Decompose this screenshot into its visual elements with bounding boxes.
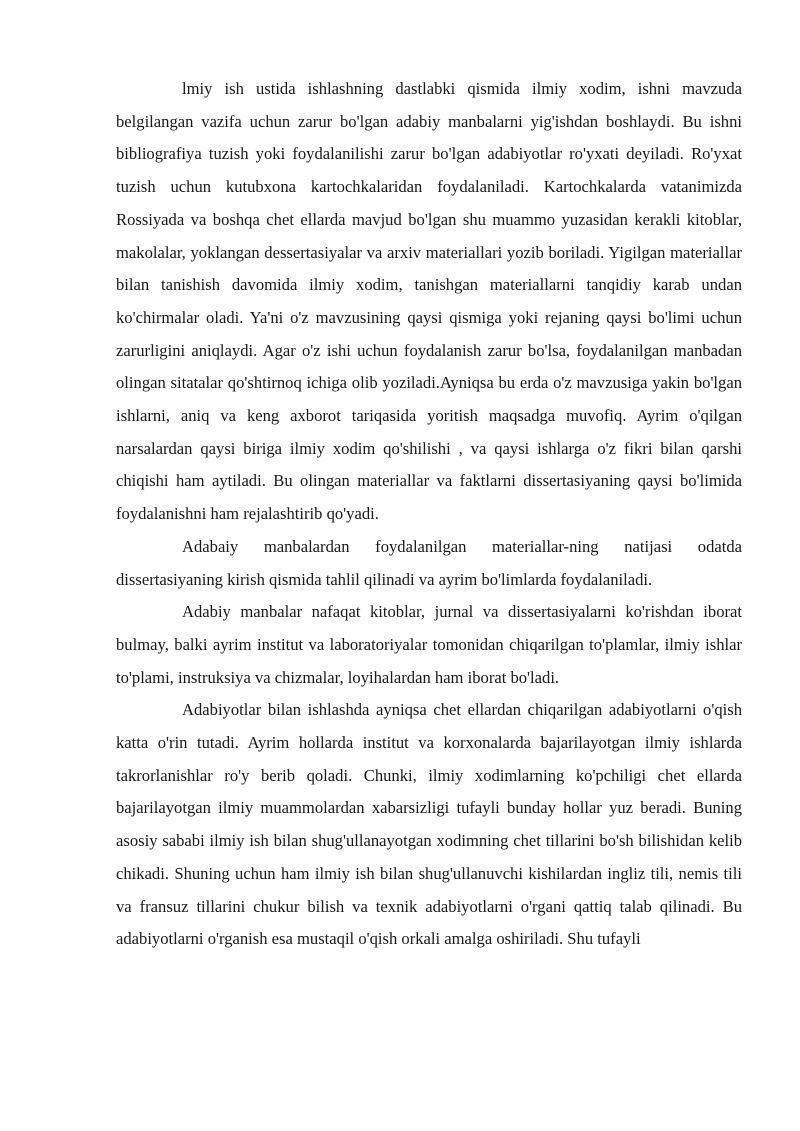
paragraph-4: Adabiyotlar bilan ishlashda ayniqsa chet ellardan chiqarilgan adabiyotlarni o'qish katta o'rin tutadi. Ayrim hollarda institut va korxonalarda bajarilayotgan ilmiy ishlarda takrorlanishlar ro'y berib qoladi. Chunki, ilmiy xodimlarning ko'pchiligi chet ellarda bajarilayotgan ilmiy muammolardan xabarsizligi tufayli bunday hollar yuz beradi. Buning asosiy sababi ilmiy ish bilan shug'ullanayotgan xodimning chet tillarini bo'sh bilishidan kelib chikadi. Shuning uchun ham ilmiy ish bilan shug'ullanuvchi kishilardan ingliz tili, nemis tili va fransuz tillarini chukur bilish va texnik adabiyotlarni o'rgani qattiq talab qilinadi. Bu adabiyotlarni o'rganish esa mustaqil o'qish orkali amalga oshiriladi. Shu tufayli bbox=[116, 700, 742, 949]
document-body bbox=[116, 73, 742, 956]
paragraph-3: Adabiy manbalar nafaqat kitoblar, jurnal va dissertasiyalarni ko'rishdan iborat bulmay, balki ayrim institut va laboratoriyalar tomonidan chiqarilgan to'plamlar, ilmiy ishlar to'plami, instruksiya va chizmalar, loyihalardan ham iborat bo'ladi. bbox=[116, 602, 742, 687]
paragraph-2: Adabaiy manbalardan foydalanilgan materiallar-ning natijasi odatda dissertasiyaning kirish qismida tahlil qilinadi va ayrim bo'limlarda foydalaniladi. bbox=[116, 536, 742, 589]
paragraph-1: lmiy ish ustida ishlashning dastlabki qismida ilmiy xodim, ishni mavzuda belgilangan vazifa uchun zarur bo'lgan adabiy manbalarni yig'ishdan boshlaydi. Bu ishni bibliografiya tuzish yoki foydalanilishi zarur bo'lgan adabiyotlar ro'yxati deyiladi. Ro'yxat tuzish uchun kutubxona kartochkalaridan foydalaniladi. Kartochkalarda vatanimizda Rossiyada va boshqa chet ellarda mavjud bo'lgan shu muammo yuzasidan kerakli kitoblar, makolalar, yoklangan dessertasiyalar va arxiv materiallari yozib boriladi. Yigilgan materiallar bilan tanishish davomida ilmiy xodim, tanishgan materiallarni tanqidiy karab undan ko'chirmalar oladi. Ya'ni o'z mavzusining qaysi qismiga yoki rejaning qaysi bo'limi uchun zarurligini aniqlaydi. Agar o'z ishi uchun foydalanish zarur bo'lsa, foydalanilgan manbadan olingan sitatalar qo'shtirnoq ichiga olib yoziladi.Ayniqsa bu erda o'z mavzusiga yakin bo'lgan ishlarni, aniq va keng axborot tariqasida yoritish maqsadga muvofiq. Ayrim o'qilgan narsalardan qaysi biriga ilmiy xodim qo'shilishi , va qaysi ishlarga o'z fikri bilan qarshi chiqishi ham aytiladi. Bu olingan materiallar va faktlarni dissertasiyaning qaysi bo'limida foydalanishni ham rejalashtirib qo'yadi. bbox=[116, 79, 742, 524]
